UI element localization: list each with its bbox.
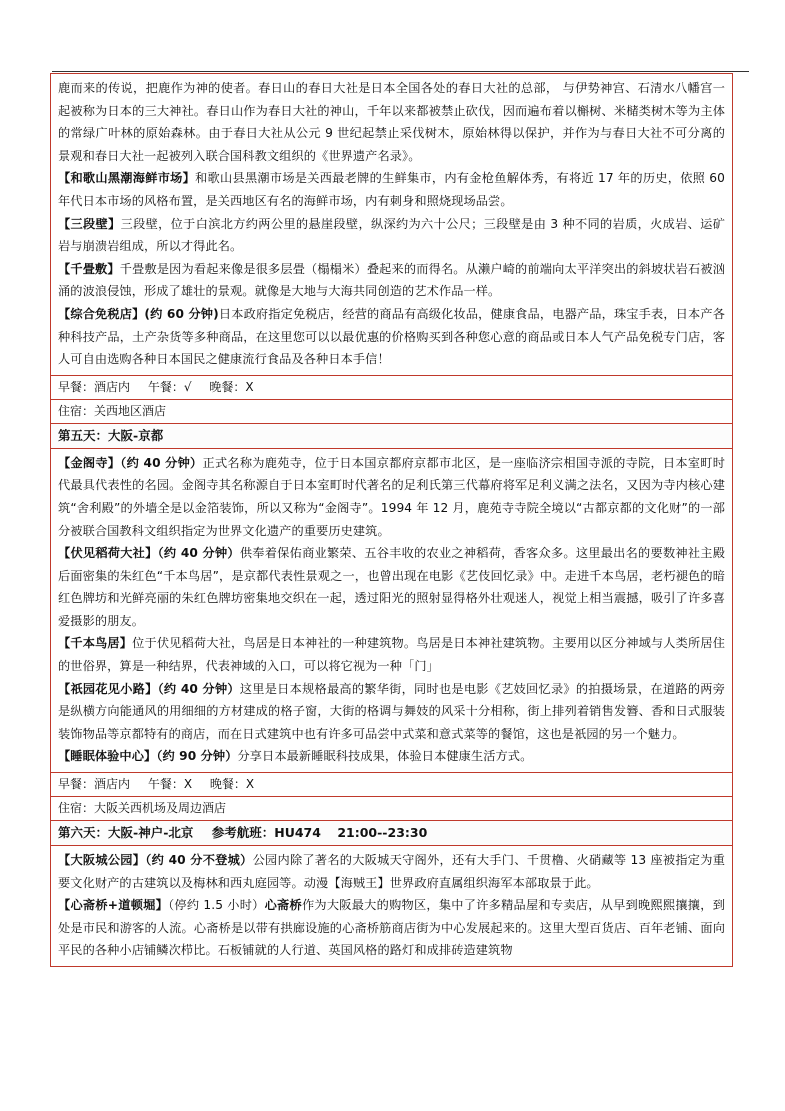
header-rule	[52, 71, 749, 72]
meal-dinner: 晚餐：X	[209, 777, 255, 792]
meal-lunch: 午餐：√	[147, 379, 192, 394]
flight-number: 参考航班：HU474	[211, 825, 321, 841]
spot-duration: （停约 1.5 小时）	[168, 898, 265, 913]
paragraph-text: 鹿而来的传说，把鹿作为神的使者。春日山的春日大社是日本全国各处的春日大社的总部， 与伊势神宫、石清水八幡宫一起被称为日本的三大神社。春日山作为春日大社的神山，千年以来都被禁止砍伐，因而遍布着以槲树、米槠类树木等为主体的常绿广叶林的原始森林。由于春日大社从公元 9 世纪起禁止采伐树木，原始林得以保护，并作为与春日大社不可分离的景观和春日大社一起被列入联合国科教文组织的《世界遗产名录》。	[58, 81, 725, 163]
paragraph-kasuga	[58, 77, 725, 167]
spot-title: 【千本鸟居】	[58, 636, 133, 651]
spot-text: 这里是日本规格最高的繁华街，同时也是电影《艺妓回忆录》的拍摄场景，在道路的两旁是纵横方向能通风的用细细的方材建成的格子窗，大街的格调与舞妓的风采十分相称，街上排列着销售发簪、香和日式服装装饰物品等京都特有的商店，而在日式建筑中也有许多可品尝中式菜和意式菜等的餐馆，这也是祇园的另一个魅力。	[58, 681, 726, 741]
spot-text: 日本政府指定免税店，经营的商品有高级化妆品，健康食品，电器产品，珠宝手表，日本产各种科技产品，土产杂货等多种商品，在这里您可以以最优惠的价格购买到各种您心意的商品或日本人气产品免税专门店，客人可自由选购各种日本国民之健康流行食品及各种日本手信！	[58, 306, 725, 367]
stay-text: 住宿：大阪关西机场及周边酒店	[58, 801, 227, 816]
itinerary-table	[50, 73, 733, 967]
day-title: 第六天：大阪-神户-北京	[58, 825, 194, 841]
paragraph-sleep-center	[58, 745, 725, 768]
meal-row	[51, 773, 732, 797]
paragraph-kuroshio	[58, 167, 725, 212]
spot-title: 【综合免税店】(约 60 分钟)	[58, 306, 219, 321]
section-day6-content	[51, 846, 732, 967]
spot-title: 【心斋桥+道顿堀】	[58, 898, 169, 913]
paragraph-sandanbeki	[58, 213, 725, 258]
spot-text: 公园内除了著名的大阪城天守阁外，还有大手门、千贯橹、火硝藏等 13 座被指定为重要文化财产的古建筑以及梅林和西丸庭园等。动漫【海贼王】世界政府直属组织海军本部取景于此。	[58, 853, 725, 890]
paragraph-senjojiki	[58, 258, 725, 303]
paragraph-osaka-castle	[58, 849, 725, 894]
spot-text: 位于伏见稻荷大社，鸟居是日本神社的一种建筑物。鸟居是日本神社建筑物。主要用以区分神域与人类所居住的世俗界，算是一种结界，代表神域的入口，可以将它视为一种「门」	[58, 636, 725, 674]
spot-title: 【千畳敷】	[58, 261, 120, 276]
spot-text: 正式名称为鹿苑寺，位于日本国京都府京都市北区，是一座临济宗相国寺派的寺院，日本室町时代最具代表性的名园。金阁寺其名称源自于日本室町时代著名的足利氏第三代幕府将军足利义满之法名，又因为寺内核心建筑“舍利殿”的外墙全是以金箔装饰，所以又称为“金阁寺”。1994 年 12 月，鹿苑寺寺院全境以“古都京都的文化财”的一部分被联合国教科文组织指定为世界文化遗产的重要历史建筑。	[58, 455, 725, 538]
meal-breakfast: 早餐：酒店内	[58, 777, 131, 792]
paragraph-senbon-torii	[58, 632, 725, 677]
day-header	[51, 424, 732, 449]
paragraph-kinkakuji	[58, 452, 725, 542]
spot-title: 【伏见稻荷大社】（约 40 分钟）	[58, 546, 240, 561]
day-header	[51, 821, 732, 846]
spot-title: 【祇园花见小路】（约 40 分钟）	[58, 681, 240, 696]
meal-breakfast: 早餐：酒店内	[58, 379, 131, 394]
section-day4-content	[51, 74, 732, 376]
spot-title: 【金阁寺】（约 40 分钟）	[58, 455, 203, 470]
paragraph-fushimi	[58, 542, 725, 632]
spot-title: 【三段壁】	[58, 216, 121, 231]
stay-row	[51, 797, 732, 821]
spot-text: 千畳敷是因为看起来像是很多层畳（榻榻米）叠起来的而得名。从濑户崎的前端向太平洋突出的斜坡状岩石被汹涌的波浪侵蚀，形成了雄壮的景观。就像是大地与大海共同创造的艺术作品一样。	[58, 261, 725, 299]
spot-text: 分享日本最新睡眠科技成果，体验日本健康生活方式。	[237, 749, 533, 764]
paragraph-shinsaibashi	[58, 894, 725, 962]
spot-title: 【大阪城公园】（约 40 分不登城）	[58, 853, 253, 868]
spot-text: 和歌山县黑潮市场是关西最老牌的生鲜集市，内有金枪鱼解体秀，有将近 17 年的历史，依照 60 年代日本市场的风格布置，是关西地区有名的海鲜市场，内有刺身和照烧现场品尝。	[58, 171, 725, 208]
spot-name-bold: 心斋桥	[264, 898, 302, 913]
day-title: 第五天：大阪-京都	[58, 427, 164, 443]
spot-text: 供奉着保佑商业繁荣、五谷丰收的农业之神稻荷，香客众多。这里最出名的要数神社主殿后面密集的朱红色“千本鸟居”，是京都代表性景观之一，也曾出现在电影《艺伎回忆录》中。走进千本鸟居，老朽褪色的暗红色牌坊和光鲜亮丽的朱红色牌坊密集地交织在一起，透过阳光的照射显得格外壮观迷人，视觉上相当震撼，吸引了许多喜爱摄影的朋友。	[58, 546, 726, 628]
spot-title: 【睡眠体验中心】（约 90 分钟）	[58, 749, 238, 764]
meal-dinner: 晚餐：X	[209, 379, 254, 394]
meal-lunch: 午餐：X	[147, 777, 193, 792]
stay-text: 住宿：关西地区酒店	[58, 403, 167, 418]
spot-text: 作为大阪最大的购物区，集中了许多精品屋和专卖店，从早到晚熙熙攘攘，到处是市民和游客的人流。心斋桥是以带有拱廊设施的心斋桥筋商店街为中心发展起来的。这里大型百货店、百年老铺、面向平民的各种小店铺鳞次栉比。石板铺就的人行道、英国风格的路灯和成排砖造建筑物	[58, 898, 725, 958]
stay-row	[51, 400, 732, 424]
paragraph-dutyfree	[58, 303, 725, 371]
meal-row	[51, 376, 732, 400]
spot-text: 三段壁，位于白滨北方约两公里的悬崖段壁，纵深约为六十公尺；三段壁是由 3 种不同的岩质，火成岩、运矿岩与崩溃岩组成，所以才得此名。	[58, 216, 725, 254]
section-day5-content	[51, 449, 732, 773]
spot-title: 【和歌山黑潮海鲜市场】	[58, 171, 196, 186]
paragraph-hanamikoji	[58, 678, 725, 746]
flight-time: 21:00--23:30	[337, 825, 428, 841]
